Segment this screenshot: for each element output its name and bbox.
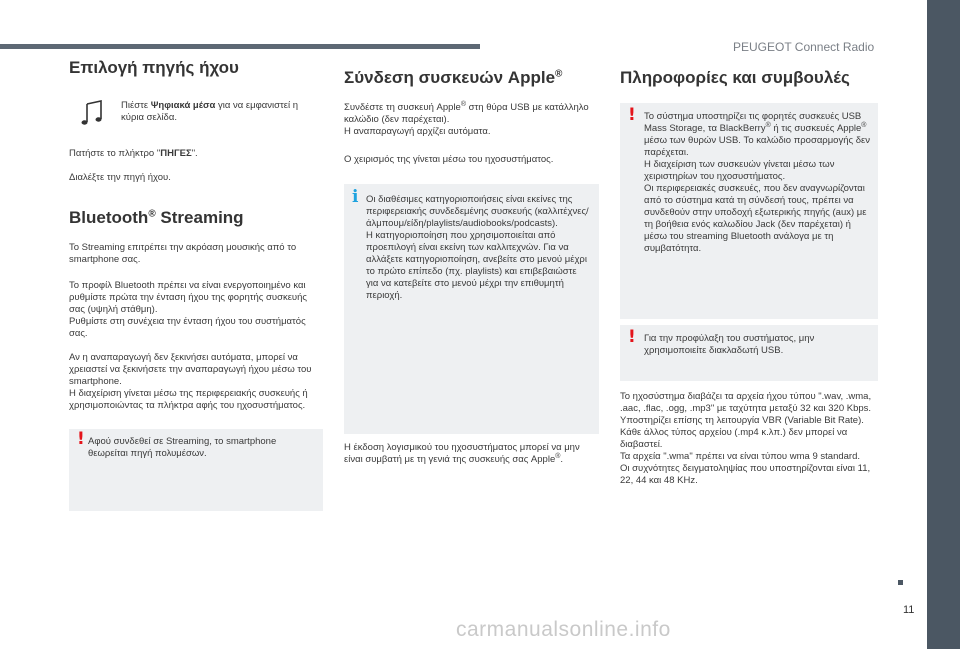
sources-label: ΠΗΓΕΣ <box>160 148 192 159</box>
warning-usb-devices-text: Το σύστημα υποστηρίζει τις φορητές συσκευές USB Mass Storage, τα BlackBerry® ή τις συσκευές Apple® μέσω των θυρών USB. Το καλώδιο προσαρμογής δεν παρέχεται. Η διαχείριση των συσκευών γίνεται μέσω των χειριστηρίων του ηχοσυστήματος. Οι περιφερειακές συσκευές, που δεν αναγνωρίζονται από το σύστημα κατά τη σύνδεσή τους, πρέπει να συνδεθούν στην υποδοχή εξωτερικής πηγής (aux) με τη βοήθεια ενός καλωδίου Jack (δεν παρέχεται) ή μέσω του streaming Bluetooth ανάλογα με τη συμβατότητα. <box>644 111 870 254</box>
warning-icon: ! <box>77 429 85 449</box>
header-title: PEUGEOT Connect Radio <box>733 40 875 54</box>
page-marker <box>898 580 903 585</box>
paragraph-streaming-intro: Το Streaming επιτρέπει την ακρόαση μουσικής από το smartphone σας. <box>69 242 297 265</box>
intro-text: Πιέστε Ψηφιακά μέσα για να εμφανιστεί η κύρια σελίδα. <box>121 100 298 123</box>
side-strip <box>927 0 960 649</box>
header-rule <box>0 44 480 49</box>
digital-media-label: Ψηφιακά μέσα <box>150 100 216 111</box>
paragraph-control: Ο χειρισμός της γίνεται μέσω του ηχοσυστήματος. <box>344 154 554 165</box>
watermark: carmanualsonline.info <box>456 618 671 641</box>
warning-streaming-text: Αφού συνδεθεί σε Streaming, το smartphone θεωρείται πηγή πολυμέσων. <box>88 436 277 459</box>
warning-icon: ! <box>628 105 636 125</box>
heading-audio-source: Επιλογή πηγής ήχου <box>69 58 239 77</box>
info-categories-text: Οι διαθέσιμες κατηγοριοποιήσεις είναι εκείνες της περιφερειακής συνδεδεμένης συσκευής (καλλιτέχνες/άλμπουμ/είδη/playlists/audiobooks/podcasts). Η κατηγοριοποίηση που χρησιμοποιείται από προεπιλογή είναι εκείνη των καλλιτεχνών. Για να αλλάξετε κατηγοριοποίηση, ανεβείτε στο μενού μέχρι το πρώτο επίπεδο (πχ. playlists) και επιβεβαιώστε για να κατεβείτε στο μενού μέχρι την επιθυμητή περιοχή. <box>366 194 589 301</box>
music-note-icon <box>81 100 103 130</box>
paragraph-playback-start: Αν η αναπαραγωγή δεν ξεκινήσει αυτόματα, μπορεί να χρειαστεί να ξεκινήσετε την αναπαραγωγή ήχου μέσω του smartphone. Η διαχείριση γίνεται μέσω της περιφερειακής συσκευής ή χρησιμοποιώντας τα πλήκτρα αφής του ηχοσυστήματος. <box>69 352 312 411</box>
warning-usb-hub-text: Για την προφύλαξη του συστήματος, μην χρησιμοποιείτε διακλαδωτή USB. <box>644 333 815 356</box>
page-number: 11 <box>903 604 915 616</box>
warning-icon: ! <box>628 327 636 347</box>
column-audio-source <box>69 56 323 511</box>
paragraph-software-version: Η έκδοση λογισμικού του ηχοσυστήματος μπορεί να μην είναι συμβατή με τη γενιά της συσκευής σας Apple®. <box>344 442 580 465</box>
info-icon: i <box>352 187 359 207</box>
heading-info-tips: Πληροφορίες και συμβουλές <box>620 68 850 87</box>
heading-bluetooth-streaming: Bluetooth® Streaming <box>69 208 244 227</box>
warning-box-streaming <box>69 429 323 511</box>
column-apple-devices <box>344 56 599 466</box>
warning-box-usb-devices <box>620 103 878 319</box>
press-sources-text: Πατήστε το πλήκτρο "ΠΗΓΕΣ". <box>69 148 198 159</box>
heading-apple-devices: Σύνδεση συσκευών Apple® <box>344 68 563 87</box>
choose-source-text: Διαλέξτε την πηγή ήχου. <box>69 172 171 183</box>
paragraph-bluetooth-profile: Το προφίλ Bluetooth πρέπει να είναι ενεργοποιημένο και ρυθμίστε πρώτα την ένταση ήχου της φορητής συσκευής σας (υψηλή στάθμη). Ρυθμίστε στη συνέχεια την ένταση ήχου του συστήματός σας. <box>69 280 307 339</box>
warning-box-usb-hub <box>620 325 878 381</box>
paragraph-audio-formats: Το ηχοσύστημα διαβάζει τα αρχεία ήχου τύπου ".wav, .wma, .aac, .flac, .ogg, .mp3" με ταχύτητα μεταξύ 32 και 320 Kbps. Υποστηρίζει επίσης τη λειτουργία VBR (Variable Bit Rate). Κάθε άλλος τύπος αρχείου (.mp4 κ.λπ.) δεν μπορεί να διαβαστεί. Τα αρχεία ".wma" πρέπει να είναι τύπου wma 9 standard. Οι συχνότητες δειγματοληψίας που υποστηρίζονται είναι 11, 22, 44 και 48 KHz. <box>620 391 872 486</box>
paragraph-connect-apple: Συνδέστε τη συσκευή Apple® στη θύρα USB με κατάλληλο καλώδιο (δεν παρέχεται). Η αναπαραγωγή αρχίζει αυτόματα. <box>344 100 589 137</box>
info-box-categories <box>344 184 599 434</box>
column-info-tips <box>620 56 878 487</box>
